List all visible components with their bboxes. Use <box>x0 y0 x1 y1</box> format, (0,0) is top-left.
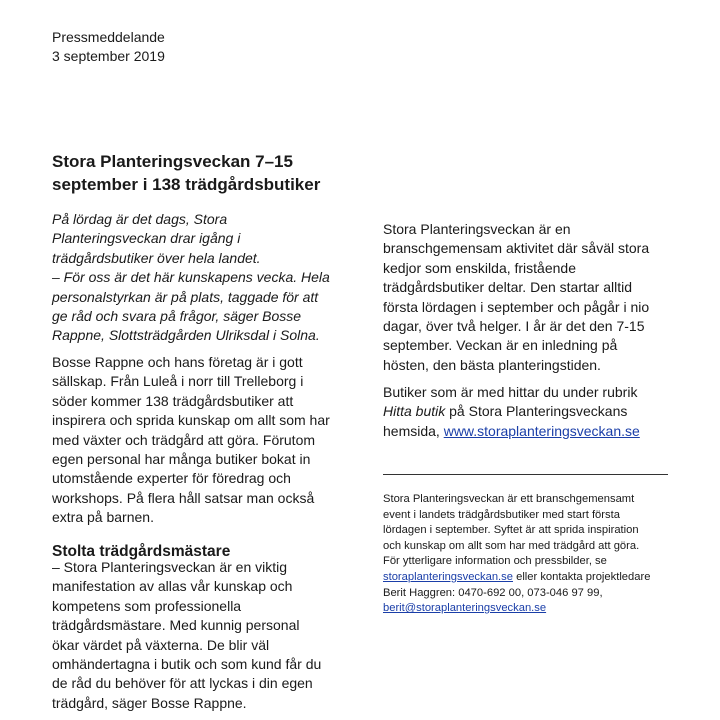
contact-line: Berit Haggren: 0470-692 00, 073-046 97 99, <box>383 586 603 599</box>
body-line: inspirera och sprida kunskap om allt som har <box>52 412 330 429</box>
hitta-butik-label: Hitta butik <box>383 403 446 420</box>
body-line: ökar värdet på växterna. De blir väl <box>52 636 270 653</box>
lead-line: personalstyrkan är på plats, taggade för att <box>52 288 319 305</box>
body-line: – Stora Planteringsveckan är en viktig <box>52 559 288 575</box>
body-line: egen personal har många butiker bokat in <box>52 451 311 468</box>
about-line: första lördagen i september och pågår i nio <box>383 298 650 315</box>
store-finder-text: på Stora Planteringsveckans <box>445 403 628 420</box>
about-line: kedjor som enskilda, fristående <box>383 259 576 276</box>
section-heading: Stolta trädgårdsmästare <box>52 543 231 560</box>
about-line: dagar, över två helger. I år är det den 7-15 <box>383 318 645 335</box>
about-line: Stora Planteringsveckan är en <box>383 221 571 237</box>
body-paragraph-2 <box>52 558 321 713</box>
about-line: hösten, den bästa planteringstiden. <box>383 356 601 373</box>
divider <box>383 474 668 475</box>
store-finder-line <box>383 422 640 441</box>
lead-line: – För oss är det här kunskapens vecka. Hela <box>52 269 330 286</box>
lead-paragraph <box>52 210 330 346</box>
press-header <box>52 28 165 66</box>
email-link[interactable]: berit@storaplanteringsveckan.se <box>383 602 547 615</box>
note-line: För ytterligare information och pressbilder, se <box>383 555 607 568</box>
body-line: Bosse Rappne och hans företag är i gott <box>52 354 303 370</box>
footer-note <box>383 492 650 617</box>
note-line <box>383 570 650 586</box>
about-line: september. Veckan är en inledning på <box>383 337 618 354</box>
document-type: Pressmeddelande <box>52 29 165 45</box>
store-finder-text: hemsida, <box>383 422 444 439</box>
body-line: workshops. På flera håll satsar man också <box>52 489 315 506</box>
website-link-footer[interactable]: storaplanteringsveckan.se <box>383 570 513 583</box>
lead-line: På lördag är det dags, Stora <box>52 211 228 227</box>
note-text: eller kontakta projektledare <box>512 570 651 583</box>
about-line: branschgemensam aktivitet där såväl stora <box>383 240 650 257</box>
body-line: extra på barnen. <box>52 509 154 526</box>
store-finder-line: Butiker som är med hittar du under rubrik <box>383 384 638 400</box>
body-line: manifestation av allas vår kunskap och <box>52 578 293 595</box>
body-line: trädgård, säger Bosse Rappne. <box>52 694 247 711</box>
store-finder-paragraph <box>383 383 640 441</box>
body-line: omhändertagna i butik och som kund får du <box>52 656 322 673</box>
about-line: trädgårdsbutiker deltar. Den startar alltid <box>383 279 633 296</box>
lead-line: trädgårdsbutiker över hela landet. <box>52 249 261 266</box>
lead-line: Rappne, Slottsträdgården Ulriksdal i Solna. <box>52 327 320 344</box>
title-line: september i 138 trädgårdsbutiker <box>52 175 321 194</box>
lead-line: Planteringsveckan drar igång i <box>52 230 241 247</box>
body-line: med växter och trädgård att göra. Förutom <box>52 431 316 448</box>
body-line: söder kommer 138 trädgårdsbutiker att <box>52 392 294 409</box>
note-line <box>383 601 650 617</box>
note-line: lördagen i september. Syftet är att sprida inspiration <box>383 524 639 537</box>
body-line: kompetens som professionella <box>52 597 242 614</box>
body-line: utomstående experter för föredrag och <box>52 470 291 487</box>
body-line: trädgårdsmästare. Med kunnig personal <box>52 617 300 634</box>
note-line: Stora Planteringsveckan är ett branschgemensamt <box>383 493 635 505</box>
body-line: sällskap. Från Luleå i norr till Trelleborg i <box>52 373 304 390</box>
body-line: de råd du behöver för att lyckas i din egen <box>52 675 313 692</box>
page-title <box>52 150 352 196</box>
note-line: och kunskap om allt som har med trädgård att göra. <box>383 539 640 552</box>
publish-date: 3 september 2019 <box>52 48 165 64</box>
store-finder-line <box>383 402 640 421</box>
website-link[interactable]: www.storaplanteringsveckan.se <box>443 422 640 439</box>
note-line: event i landets trädgårdsbutiker med start första <box>383 508 620 521</box>
about-paragraph <box>383 220 649 375</box>
lead-line: ge råd och svara på frågor, säger Bosse <box>52 308 302 325</box>
title-line: Stora Planteringsveckan 7–15 <box>52 152 293 171</box>
body-paragraph-1 <box>52 353 330 528</box>
